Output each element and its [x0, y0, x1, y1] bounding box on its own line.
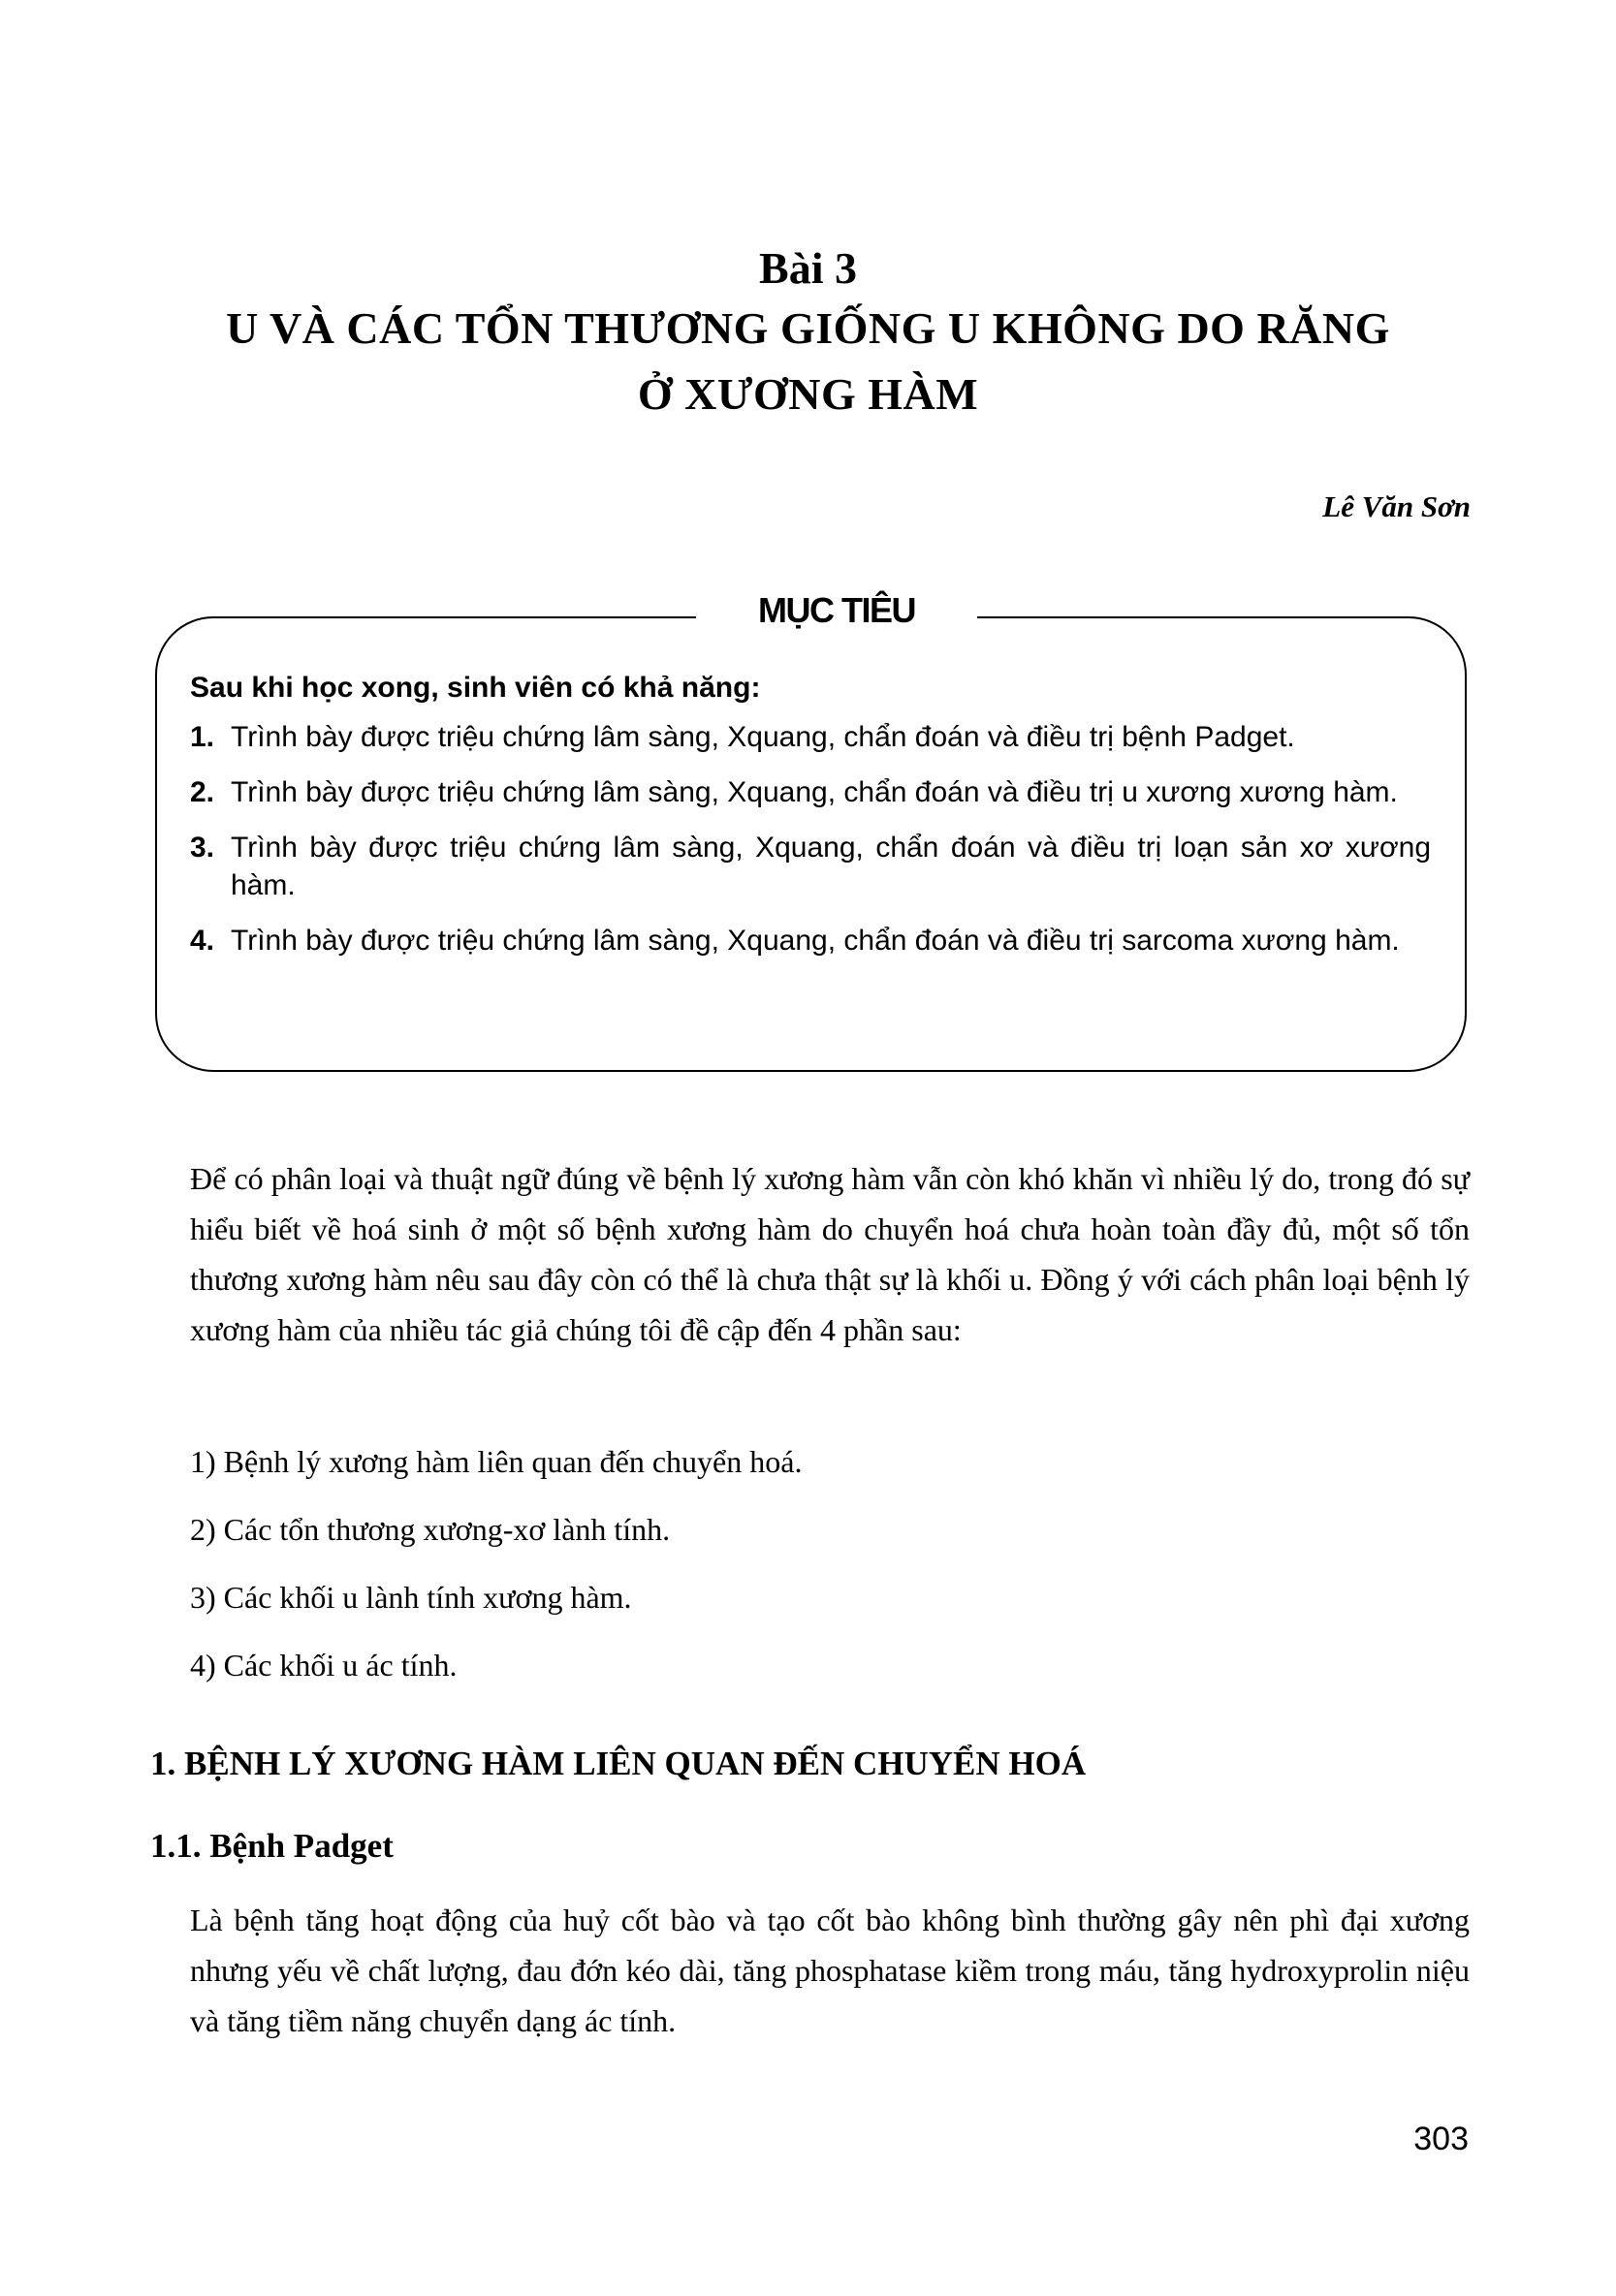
- objectives-intro: Sau khi học xong, sinh viên có khả năng:: [190, 672, 761, 704]
- objective-item: [190, 773, 1431, 811]
- lesson-title-line-2: Ở XƯƠNG HÀM: [637, 369, 979, 419]
- lesson-title-line-1: U VÀ CÁC TỔN THƯƠNG GIỐNG U KHÔNG DO RĂNG: [226, 303, 1390, 353]
- objective-item: [190, 922, 1431, 959]
- list-item: 2) Các tổn thương xương-xơ lành tính.: [190, 1512, 671, 1547]
- objective-text: Trình bày được triệu chứng lâm sàng, Xquang, chẩn đoán và điều trị sarcoma xương hàm.: [231, 925, 1400, 957]
- objective-text: Trình bày được triệu chứng lâm sàng, Xquang, chẩn đoán và điều trị u xương xương hàm.: [231, 776, 1398, 808]
- objective-number: 3.: [190, 832, 215, 864]
- objective-item: [190, 718, 1431, 756]
- objective-text: Trình bày được triệu chứng lâm sàng, Xquang, chẩn đoán và điều trị loạn sản xơ xương hàm.: [231, 832, 1431, 901]
- objectives-content: [190, 669, 1431, 977]
- objective-number: 2.: [190, 776, 215, 808]
- intro-paragraph: Để có phân loại và thuật ngữ đúng về bệnh lý xương hàm vẫn còn khó khăn vì nhiều lý do, trong đó sự hiểu biết về hoá sinh ở một số bệnh xương hàm do chuyển hoá chưa hoàn toàn đầy đủ, một số tổn thương xương hàm nêu sau đây còn có thể là chưa thật sự là khối u. Đồng ý với cách phân loại bệnh lý xương hàm của nhiều tác giả chúng tôi đề cập đến 4 phần sau:: [190, 1161, 1470, 1347]
- objectives-title: MỤC TIÊU: [696, 582, 977, 640]
- objective-number: 4.: [190, 925, 215, 957]
- section-heading: 1. BỆNH LÝ XƯƠNG HÀM LIÊN QUAN ĐẾN CHUYỂN HOÁ: [150, 1745, 1087, 1782]
- list-item: 3) Các khối u lành tính xương hàm.: [190, 1580, 632, 1615]
- subsection-heading: 1.1. Bệnh Padget: [150, 1827, 394, 1865]
- lesson-number: Bài 3: [759, 243, 857, 293]
- page-number: 303: [1413, 2121, 1469, 2157]
- objective-number: 1.: [190, 721, 215, 753]
- list-item: 1) Bệnh lý xương hàm liên quan đến chuyển hoá.: [190, 1444, 803, 1479]
- list-item: 4) Các khối u ác tính.: [190, 1648, 458, 1683]
- padget-paragraph: Là bệnh tăng hoạt động của huỷ cốt bào và tạo cốt bào không bình thường gây nên phì đại xương nhưng yếu về chất lượng, đau đớn kéo dài, tăng phosphatase kiềm trong máu, tăng hydroxyprolin niệu và tăng tiềm năng chuyển dạng ác tính.: [190, 1903, 1470, 2038]
- author-name: Lê Văn Sơn: [1322, 489, 1471, 523]
- objective-text: Trình bày được triệu chứng lâm sàng, Xquang, chẩn đoán và điều trị bệnh Padget.: [231, 721, 1295, 753]
- objective-item: [190, 829, 1431, 904]
